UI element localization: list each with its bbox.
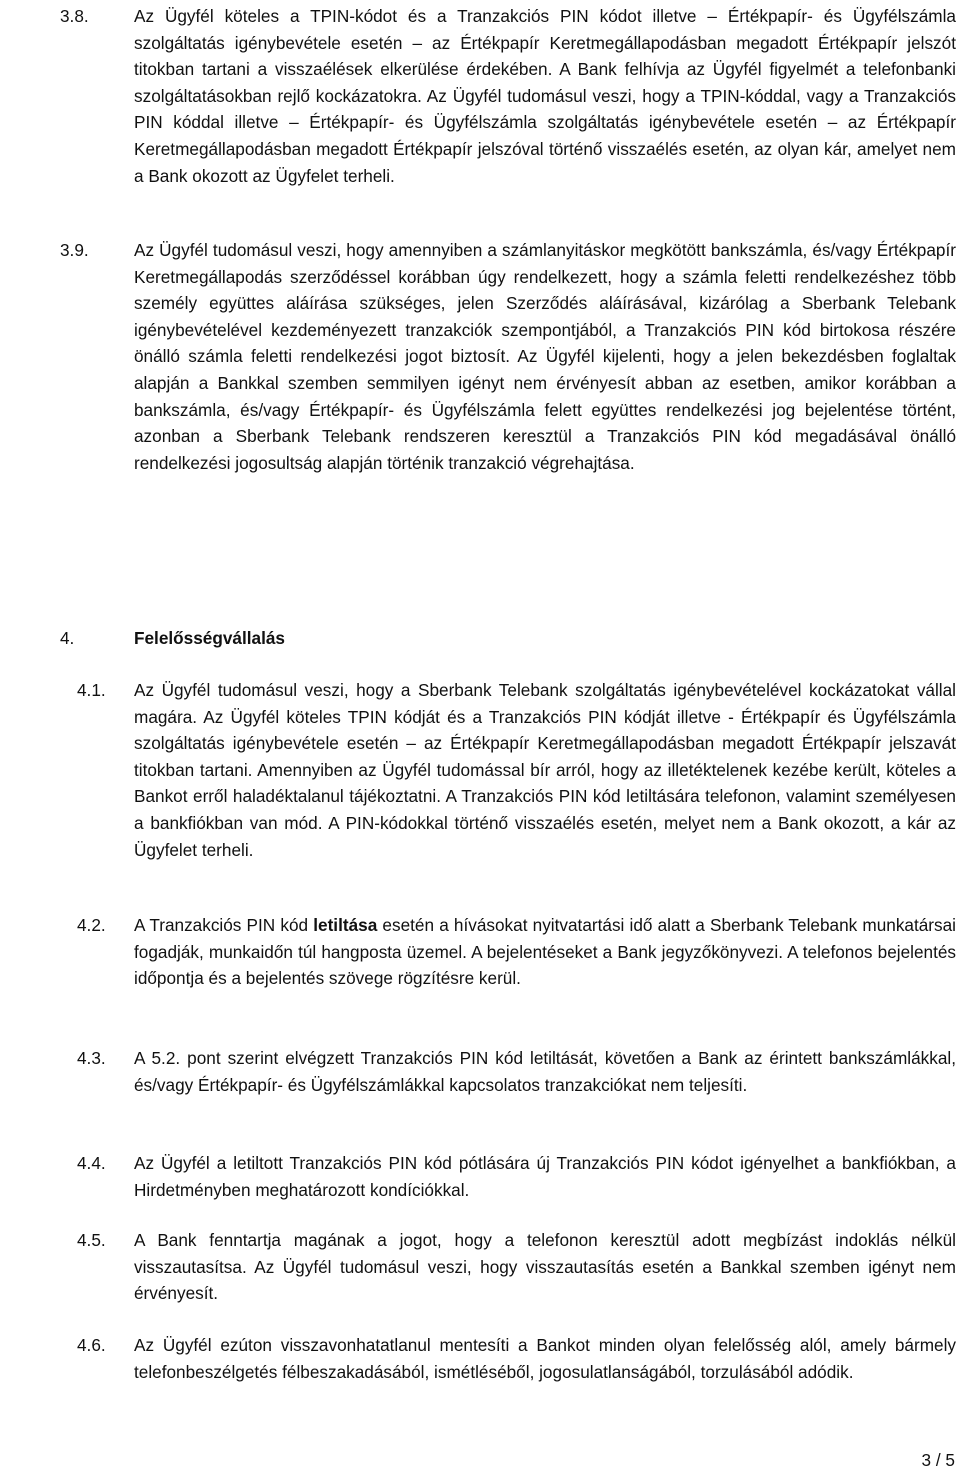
clause-text: A 5.2. pont szerint elvégzett Tranzakciós PIN kód letiltását, követően a Bank az érintett bankszámlákkal, és/vagy Értékpapír- és Ügyfélszámlákkal kapcsolatos tranzakciókat nem teljesíti. bbox=[134, 1048, 956, 1095]
clause-number: 4.5. bbox=[77, 1230, 106, 1250]
clause-text: A Bank fenntartja magának a jogot, hogy a telefonon keresztül adott megbízást indoklás nélkül visszautasítsa. Az Ügyfél tudomásul veszi, hogy visszautasítás esetén a Bankkal szemben igényt nem érvényesít. bbox=[134, 1230, 956, 1304]
page-number: 3 / 5 bbox=[921, 1450, 955, 1470]
clause-text-part: A Tranzakciós PIN kód bbox=[134, 915, 314, 935]
clause-text-emphasis: letiltása bbox=[313, 915, 378, 935]
clause-number: 4.1. bbox=[77, 680, 106, 700]
clause-number: 4.3. bbox=[77, 1048, 106, 1068]
clause-number: 4.4. bbox=[77, 1153, 106, 1173]
clause-text-part: esetén a hívásokat nyitvatartási idő alatt a Sberbank Telebank munkatársai fogadják, munkaidőn túl hangposta üzemel. A bejelentéseket a Bank jegyzőkönyvezi. A telefonos bejelentés időpontja és a bejelentés szövege rögzítésre kerül. bbox=[134, 915, 956, 989]
clause-text: Az Ügyfél tudomásul veszi, hogy a Sberbank Telebank szolgáltatás igénybevételével kockázatokat vállal magára. Az Ügyfél köteles TPIN kódját és a Tranzakciós PIN kódját illetve - Értékpapír és Ügyfélszámla szolgáltatás igénybevétele esetén – az Értékpapír Keretmegállapodásban megadott Értékpapír jelszavát titokban tartani. Amennyiben az Ügyfél tudomással bír arról, hogy az illetéktelenek kezébe került, köteles a Bankot erről haladéktalanul tájékoztatni. A Tranzakciós PIN kód letiltására telefonon, valamint személyesen a bankfiókban van mód. A PIN-kódokkal történő visszaélés esetén, melyet nem a Bank okozott, a kár az Ügyfelet terheli. bbox=[134, 680, 956, 860]
clause-number: 3.9. bbox=[60, 240, 89, 260]
section-title: Felelősségvállalás bbox=[134, 628, 285, 648]
clause-text: Az Ügyfél tudomásul veszi, hogy amennyiben a számlanyitáskor megkötött bankszámla, és/vagy Értékpapír Keretmegállapodás szerződéssel korábban úgy rendelkezett, hogy a számla feletti rendelkezéshez több személy együttes aláírása szükséges, jelen Szerződés aláírásával, kizárólag a Sberbank Telebank igénybevételével kezdeményezett tranzakciók szempontjából, a Tranzakciós PIN kód birtokosa részére önálló számla feletti rendelkezési jogot biztosít. Az Ügyfél kijelenti, hogy a jelen bekezdésben foglaltak alapján a Bankkal szemben semmilyen igényt nem érvényesít abban az esetben, amikor korábban a bankszámla, és/vagy Értékpapír- és Ügyfélszámla felett együttes rendelkezési jog bejelentése történt, azonban a Sberbank Telebank rendszeren keresztül a Tranzakciós PIN kód megadásával önálló rendelkezési jogosultság alapján történik tranzakció végrehajtása. bbox=[134, 240, 956, 473]
clause-number: 4.6. bbox=[77, 1335, 106, 1355]
clause-text: Az Ügyfél ezúton visszavonhatatlanul mentesíti a Bankot minden olyan felelősség alól, amely bármely telefonbeszélgetés félbeszakadásából, ismétléséből, jogosulatlanságából, torzulásából adódik. bbox=[134, 1335, 956, 1382]
section-number: 4. bbox=[60, 628, 75, 648]
clause-text: Az Ügyfél a letiltott Tranzakciós PIN kód pótlására új Tranzakciós PIN kódot igényelhet a bankfiókban, a Hirdetményben meghatározott kondíciókkal. bbox=[134, 1153, 956, 1200]
clause-text bbox=[134, 912, 956, 992]
clause-number: 3.8. bbox=[60, 6, 89, 26]
clause-number: 4.2. bbox=[77, 915, 106, 935]
clause-text: Az Ügyfél köteles a TPIN-kódot és a Tranzakciós PIN kódot illetve – Értékpapír- és Ügyfélszámla szolgáltatás igénybevétele esetén – az Értékpapír Keretmegállapodásban megadott Értékpapír jelszót titokban tartani a visszaélések elkerülése érdekében. A Bank felhívja az Ügyfél figyelmét a telefonbanki szolgáltatásokban rejlő kockázatokra. Az Ügyfél tudomásul veszi, hogy a TPIN-kóddal, vagy a Tranzakciós PIN kóddal illetve – Értékpapír- és Ügyfélszámla szolgáltatás igénybevétele esetén – az Értékpapír Keretmegállapodásban megadott Értékpapír jelszóval történő visszaélés esetén, az olyan kár, amelyet nem a Bank okozott az Ügyfelet terheli. bbox=[134, 6, 956, 186]
